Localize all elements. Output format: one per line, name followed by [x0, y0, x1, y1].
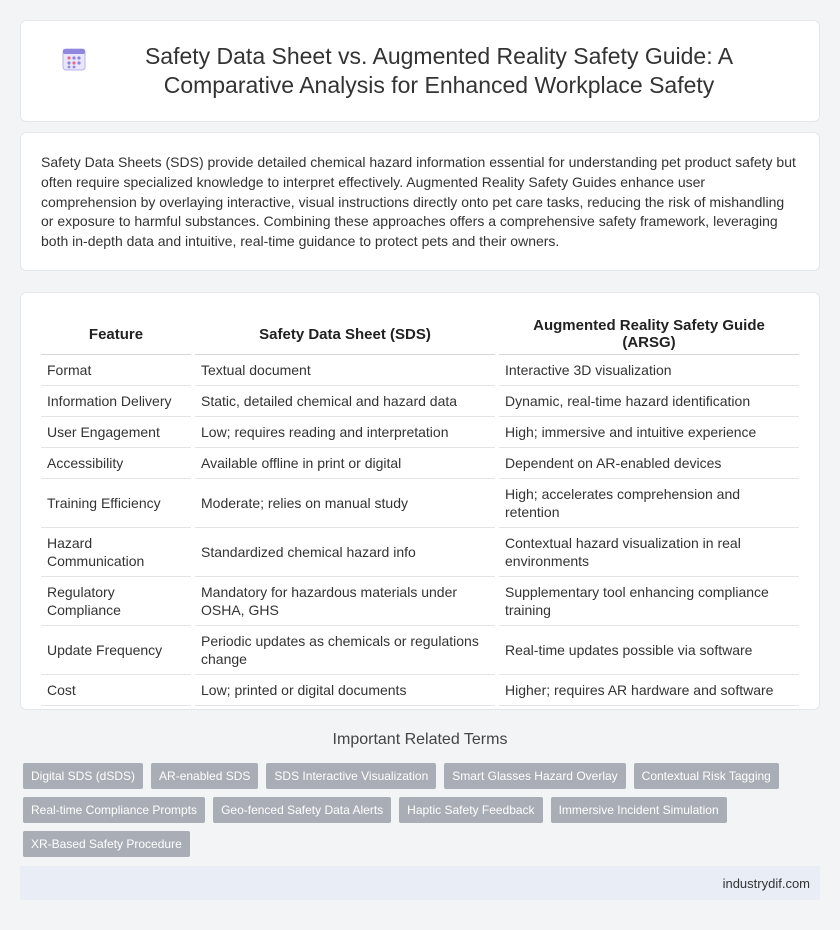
- comparison-card: [20, 292, 820, 710]
- table-row: [41, 626, 799, 675]
- sds-cell: Standardized chemical hazard info: [195, 528, 495, 577]
- related-terms-list: [23, 763, 823, 865]
- arsg-cell: Interactive 3D visualization: [499, 355, 799, 386]
- table-row: [41, 355, 799, 386]
- feature-cell: Accessibility: [41, 448, 191, 479]
- sds-cell: Available offline in print or digital: [195, 448, 495, 479]
- arsg-cell: Real-time updates possible via software: [499, 626, 799, 675]
- intro-paragraph: Safety Data Sheets (SDS) provide detailed chemical hazard information essential for understanding pet product safety but often require specialized knowledge to interpret effectively. Augmented Reality Safety Guides enhance user comprehension by overlaying interactive, visual instructions directly onto pet care tasks, reducing the risk of mishandling or exposure to harmful substances. Combining these approaches offers a comprehensive safety framework, leveraging both in-depth data and intuitive, real-time guidance to protect pets and their owners.: [41, 154, 796, 250]
- arsg-cell: Contextual hazard visualization in real environments: [499, 528, 799, 577]
- feature-cell: Format: [41, 355, 191, 386]
- calendar-grid-icon: [61, 46, 87, 72]
- feature-cell: Hazard Communication: [41, 528, 191, 577]
- table-row: [41, 479, 799, 528]
- sds-cell: Low; printed or digital documents: [195, 675, 495, 706]
- sds-cell: Static, detailed chemical and hazard data: [195, 386, 495, 417]
- term-tag[interactable]: Haptic Safety Feedback: [399, 797, 542, 823]
- footer: [20, 866, 820, 900]
- sds-cell: Mandatory for hazardous materials under OSHA, GHS: [195, 577, 495, 626]
- table-header-row: [41, 313, 799, 355]
- footer-site-link[interactable]: industrydif.com: [722, 875, 810, 891]
- term-tag[interactable]: Real-time Compliance Prompts: [23, 797, 205, 823]
- term-tag[interactable]: Smart Glasses Hazard Overlay: [444, 763, 625, 789]
- arsg-cell: High; immersive and intuitive experience: [499, 417, 799, 448]
- header-feature: Feature: [41, 313, 191, 355]
- intro-card: [20, 132, 820, 271]
- related-terms-title: Important Related Terms: [332, 731, 508, 748]
- arsg-cell: Dynamic, real-time hazard identification: [499, 386, 799, 417]
- arsg-cell: High; accelerates comprehension and retention: [499, 479, 799, 528]
- sds-cell: Periodic updates as chemicals or regulations change: [195, 626, 495, 675]
- term-tag[interactable]: Geo-fenced Safety Data Alerts: [213, 797, 391, 823]
- term-tag[interactable]: AR-enabled SDS: [151, 763, 258, 789]
- term-tag[interactable]: SDS Interactive Visualization: [266, 763, 436, 789]
- term-tag[interactable]: Immersive Incident Simulation: [551, 797, 727, 823]
- table-row: [41, 577, 799, 626]
- arsg-cell: Supplementary tool enhancing compliance training: [499, 577, 799, 626]
- sds-cell: Moderate; relies on manual study: [195, 479, 495, 528]
- arsg-cell: Higher; requires AR hardware and software: [499, 675, 799, 706]
- sds-cell: Textual document: [195, 355, 495, 386]
- page-title: Safety Data Sheet vs. Augmented Reality Safety Guide: A Comparative Analysis for Enhanced Workplace Safety: [144, 43, 734, 98]
- table-row: [41, 448, 799, 479]
- table-row: [41, 528, 799, 577]
- comparison-table: [37, 313, 803, 706]
- feature-cell: Update Frequency: [41, 626, 191, 675]
- feature-cell: User Engagement: [41, 417, 191, 448]
- feature-cell: Cost: [41, 675, 191, 706]
- arsg-cell: Dependent on AR-enabled devices: [499, 448, 799, 479]
- title-card: [20, 20, 820, 122]
- sds-cell: Low; requires reading and interpretation: [195, 417, 495, 448]
- table-row: [41, 417, 799, 448]
- header-sds: Safety Data Sheet (SDS): [195, 313, 495, 355]
- term-tag[interactable]: Contextual Risk Tagging: [634, 763, 779, 789]
- term-tag[interactable]: XR-Based Safety Procedure: [23, 831, 190, 857]
- header-arsg: Augmented Reality Safety Guide (ARSG): [499, 313, 799, 355]
- feature-cell: Information Delivery: [41, 386, 191, 417]
- feature-cell: Regulatory Compliance: [41, 577, 191, 626]
- table-row: [41, 386, 799, 417]
- table-row: [41, 675, 799, 706]
- feature-cell: Training Efficiency: [41, 479, 191, 528]
- term-tag[interactable]: Digital SDS (dSDS): [23, 763, 143, 789]
